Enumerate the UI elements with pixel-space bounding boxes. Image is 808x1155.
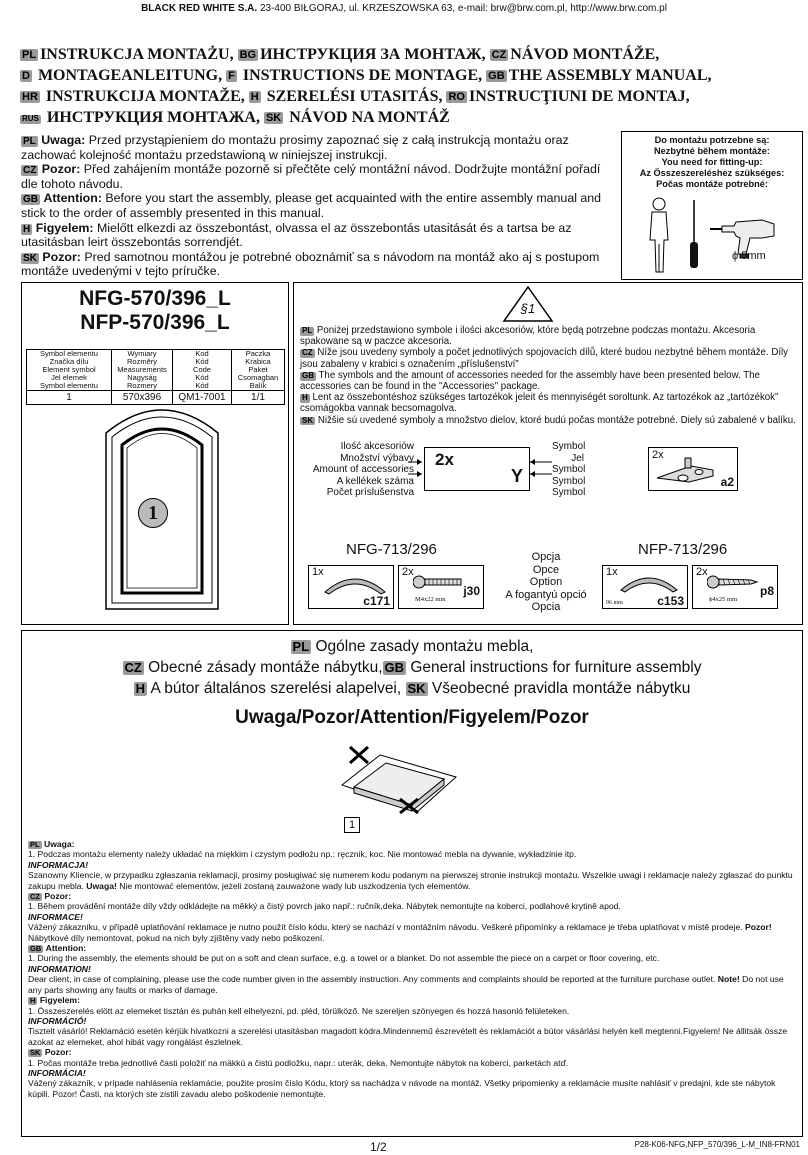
gen-line: 1. Podczas montażu elementy należy układać na miękkim i czystym podłożu np.: ręcznik, koc. Nie montować mebla na dywanie, wykładzinie itp. — [28, 849, 577, 860]
lang-tag: F — [228, 70, 235, 82]
gen-para — [28, 870, 798, 891]
gen-label: Attention: — [45, 943, 87, 954]
gen-para-text: Do not use any parts showing any faults or marks of damage. — [28, 974, 784, 995]
title-text: NÁVOD NA MONTÁŽ — [289, 109, 450, 126]
lang-tag: SK — [30, 1048, 41, 1058]
gen-para-text: Szanowny Kliencie, w przypadku zgłaszania reklamacji, prosimy posługiwać się numerem kodu podanym na pierwszej stronie instrukcji montażu. Wszelkie uwagi i reklamacje należy zgłaszać do punktu zakupu mebla. — [28, 870, 793, 891]
table-header-cell: Code — [193, 365, 211, 374]
gen-para — [28, 922, 798, 943]
lang-tag: GB — [30, 944, 42, 954]
lang-tag: H — [250, 91, 259, 103]
legend-symbol: Y — [510, 466, 523, 486]
table-header-cell: Kód — [195, 357, 209, 366]
lang-tag: BG — [239, 49, 257, 61]
drawer-on-blanket-illustration — [340, 741, 458, 817]
p8-size: ϕ4x25 mm — [709, 596, 738, 603]
tools-needed-box — [621, 131, 803, 280]
handle-icon — [323, 572, 387, 596]
lang-tag: H — [23, 223, 31, 235]
gen-line: 1. Összeszerelés elött az elemeket tisztán és puhán kell elhelyezni, pd. pléd, törülköző. Ne szereljen szönyegen és hozzá hasonló felületeken. — [28, 1005, 570, 1016]
table-header-cell: Kód — [195, 381, 209, 390]
nfg-title: NFG-713/296 — [346, 541, 437, 558]
table-cell: 1 — [27, 391, 112, 405]
acc-para — [300, 392, 796, 414]
title-text: INSTRUKCIJA MONTAŽE, — [45, 88, 245, 105]
legend-qty: 2x — [435, 450, 454, 469]
table-header-cell: Kod — [195, 349, 209, 358]
option-label: A fogantyú opció — [505, 588, 587, 601]
warning-h — [21, 221, 619, 250]
lang-tag: PL — [30, 840, 40, 849]
tools-line: Nezbytné během montáže: — [654, 146, 770, 156]
accessories-description — [300, 325, 796, 426]
accessory-c153 — [602, 565, 688, 609]
j30-size: M4x22 mm — [415, 596, 446, 603]
option-label: Opcja — [531, 551, 561, 563]
general-instructions-text — [28, 839, 798, 1099]
lang-tag: RO — [448, 91, 465, 103]
general-title-text: Obecné zásady montáže nábytku, — [143, 659, 383, 676]
gen-info-heading: INFORMÁCIÓ! — [28, 1015, 87, 1026]
product-name-nfg: NFG-570/396_L — [79, 287, 231, 310]
legend-label: Symbol — [552, 464, 586, 475]
j30-code: j30 — [463, 584, 480, 598]
table-header-cell: Rozměry — [126, 357, 157, 366]
legend-label: Symbol — [552, 475, 586, 487]
option-label: Option — [529, 576, 563, 588]
acc-para-text: Nižšie sú uvedené symboly a množstvo dielov, ktoré budú počas montáže potrebné. Diely sú zabalené v balíku. — [315, 414, 796, 426]
table-header-cell: Wymiary — [127, 349, 157, 358]
gen-note: Note! — [717, 974, 740, 985]
title-line-2 — [20, 65, 800, 86]
legend-label: Ilość akcesoriów — [340, 441, 414, 452]
warning-cz — [21, 162, 619, 191]
warning-gb — [21, 191, 619, 220]
lang-tag: GB — [23, 194, 38, 206]
gen-para-text: Nábytkové díly nemontovat, pokud na nich byly zjištěny vady nebo poškození. — [28, 932, 325, 943]
gen-info-heading: INFORMACJA! — [28, 859, 89, 870]
title-text: THE ASSEMBLY MANUAL, — [508, 67, 712, 84]
lang-tag: H — [30, 996, 36, 1006]
title-text: SZERELÉSI UTASITÁS, — [266, 88, 443, 105]
title-line-1 — [20, 44, 800, 65]
hinge-icon — [655, 456, 717, 486]
tools-text — [622, 135, 802, 190]
gen-note: Uwaga! — [86, 880, 117, 891]
title-line-3 — [20, 86, 800, 107]
table-header-cell: Paket — [248, 365, 268, 374]
c171-qty: 1x — [312, 566, 324, 578]
company-name: BLACK RED WHITE S.A. — [141, 3, 258, 14]
drill-size: ϕ 5mm — [732, 250, 766, 262]
accessory-a2 — [648, 447, 738, 491]
company-header — [0, 3, 808, 14]
legend-label: Množství výbavy — [340, 452, 414, 464]
table-header-cell: Paczka — [245, 349, 271, 358]
legend-left — [300, 441, 414, 499]
a2-code: a2 — [720, 475, 734, 489]
gen-note: Pozor! — [745, 922, 772, 933]
title-text: ИНСТРУКЦИЯ МОНТАЖА, — [46, 109, 260, 126]
warning-label: Figyelem: — [35, 220, 94, 235]
tools-line: Do montażu potrzebne są: — [654, 135, 770, 145]
title-line-4 — [20, 107, 800, 128]
gen-info-heading: INFORMATION! — [28, 963, 91, 974]
lang-tag: CZ — [491, 49, 507, 61]
c153-size: 96 mm — [606, 600, 623, 606]
warning-text: Pred samotnou montážou je potrebné oboznámiť sa s návodom na montáž ako aj s postupom montáže uvedenými v tejto príručke. — [21, 249, 600, 279]
gen-para-text: Nie montować elementów, jeżeli zostaną zauważone wady lub uszkodzenia tych elementów. — [116, 880, 471, 891]
tools-illustration — [622, 192, 802, 278]
lang-tag: HR — [22, 91, 38, 103]
product-name-nfp: NFP-570/396_L — [80, 311, 230, 334]
table-header-cell: Kód — [195, 373, 209, 382]
warning-label: Attention: — [43, 191, 102, 206]
c171-code: c171 — [363, 594, 390, 608]
lang-tag: H — [302, 393, 308, 403]
lang-tag: PL — [23, 136, 36, 147]
gen-line: 1. During the assembly, the elements should be put on a soft and clean surface, e.g. a towel or a blanket. Do not assemble the piece on a carpet or floor covering, etc. — [28, 953, 660, 964]
legend-right — [552, 441, 584, 499]
general-title-3 — [22, 679, 802, 698]
attention-heading: Uwaga/Pozor/Attention/Figyelem/Pozor — [235, 707, 589, 728]
product-box — [21, 282, 289, 625]
general-title-text: General instructions for furniture assembly — [406, 659, 702, 676]
warning-text: Before you start the assembly, please get acquainted with the entire assembly manual and stick to the order of assembly presented in this manual. — [21, 191, 602, 220]
lang-tag: CZ — [302, 348, 313, 358]
gen-para-text: Vážený zákazníku, v případě uplatňování reklamace je nutno použít číslo kódu, který se nachází v montážním návodu. Veškeré připomínky a reklamace je třeba uplatňovat v místě prodeje. — [28, 922, 746, 933]
lang-tag: SK — [23, 252, 37, 264]
warning-label: Pozor: — [41, 162, 81, 177]
legend-label: Počet príslušenstva — [326, 487, 414, 498]
lang-tag: PL — [22, 49, 37, 61]
gen-line: 1. Během provádění montáže díly vždy odkládejte na měkký a čistý povrch jako např.: ručník,deka. Nábytek nemontujte na koberci, podlahové krytině apod. — [28, 901, 621, 912]
warning-sk — [21, 250, 619, 279]
lang-tag: H — [135, 681, 145, 696]
person-icon — [650, 198, 668, 272]
gen-label: Pozor: — [44, 1047, 72, 1058]
lang-tag: PL — [292, 639, 310, 654]
table-header-cell: Csomagban — [237, 373, 279, 382]
handle-icon — [619, 572, 679, 594]
screwdriver-icon — [690, 200, 698, 268]
company-address: 23-400 BIŁGORAJ, ul. KRZESZOWSKA 63, e-mail: brw@brw.com.pl, http://www.brw.com.pl — [257, 3, 667, 14]
acc-para-text: Níže jsou uvedeny symboly a počet jednotlivých spojovacích dílů, které budou nezbytné během montáže. Díly jsou zabaleny v krabici s označením „příslušenství” — [300, 347, 789, 370]
nfp-title: NFP-713/296 — [638, 541, 728, 558]
title-text: INSTRUCŢIUNI DE MONTAJ, — [468, 88, 690, 105]
lang-tag: GB — [384, 660, 405, 675]
table-header-cell: Nagyság — [127, 373, 157, 382]
accessories-box — [293, 282, 803, 625]
lang-tag: PL — [302, 326, 313, 335]
piece-number-badge: 1 — [138, 498, 168, 528]
table-header-cell: Rozmery — [126, 381, 157, 390]
lang-tag: CZ — [23, 165, 37, 177]
warning-label: Uwaga: — [41, 133, 86, 147]
document-title — [20, 44, 800, 128]
option-labels — [494, 551, 598, 614]
table-cell: 570x396 — [112, 391, 173, 405]
general-title-text: A bútor általános szerelési alapelvei, — [147, 680, 402, 697]
gen-line: 1. Počas montáže treba jednotlivé časti položiť na mäkkú a čistú podložku, napr.: uterák, deka. Nemontujte nábytok na koberci, parketách atď. — [28, 1057, 569, 1068]
table-header-cell: Jel elemek — [51, 373, 87, 382]
gen-sk-heading — [28, 1047, 798, 1057]
lang-tag: GB — [488, 70, 505, 82]
gen-cz-heading — [28, 891, 798, 901]
acc-para — [300, 370, 796, 392]
option-label: Opcia — [531, 601, 561, 613]
option-label: Opce — [532, 563, 560, 576]
acc-para-text: Poniżej przedstawiono symbole i ilości akcesoriów, które będą potrzebne podczas montażu. Akcesoria spakowane są w paczce akcesoria. — [300, 325, 756, 348]
general-instructions-box — [21, 630, 803, 1137]
acc-para-text: Lent az összebontéshoz szükséges tartozékok jeleit és mennyiségét soroltunk. Az tartozékok az „tartózékok” csomágokba vannak becsomagolva. — [300, 392, 779, 415]
gen-pl-heading — [28, 839, 798, 849]
figure-number: 1 — [344, 817, 360, 833]
p8-qty: 2x — [696, 566, 708, 578]
gen-label: Pozor: — [44, 891, 72, 902]
accessory-c171 — [308, 565, 394, 609]
table-cell: QM1-7001 — [173, 391, 232, 405]
title-text: INSTRUKCJA MONTAŻU, — [40, 46, 234, 63]
accessory-j30 — [398, 565, 484, 609]
tools-line: Počas montáže potrebné: — [656, 179, 768, 189]
table-cell: 1/1 — [232, 391, 285, 405]
legend-label: A kellékek száma — [336, 475, 414, 487]
table-header-cell: Element symbol — [42, 365, 96, 374]
title-text: INSTRUCTIONS DE MONTAGE, — [242, 67, 483, 84]
lang-tag: SK — [407, 681, 426, 696]
warning-text: Przed przystąpieniem do montażu prosimy zapoznać się z całą instrukcją montażu oraz zachować kolejność montażu przedstawioną w niniejszej instrukcji. — [21, 133, 569, 162]
lang-tag: RUS — [22, 114, 39, 123]
bolt-icon — [413, 574, 463, 590]
a2-qty: 2x — [652, 449, 664, 461]
table-header-cell: Balík — [249, 381, 267, 390]
table-header-cell: Krabica — [245, 357, 271, 366]
legend-label: Jel — [571, 452, 584, 464]
screw-icon — [707, 574, 759, 590]
lang-tag: SK — [302, 415, 314, 425]
c153-code: c153 — [657, 594, 684, 608]
gen-gb-heading — [28, 943, 798, 953]
acc-para — [300, 325, 796, 347]
gen-info-heading: INFORMACE! — [28, 911, 83, 922]
legend-arrows — [408, 443, 552, 495]
title-text: MONTAGEANLEITUNG, — [37, 67, 223, 84]
table-header-cell: Measurements — [117, 365, 167, 374]
gen-label: Figyelem: — [39, 995, 80, 1006]
table-header-cell: Symbol elementu — [40, 381, 98, 390]
acc-para — [300, 347, 796, 369]
p8-code: p8 — [759, 584, 774, 598]
accessory-p8 — [692, 565, 778, 609]
lang-tag: GB — [302, 370, 314, 380]
warning-text: Mielőtt elkezdi az összebontást, olvassa el az összebontás utasitását és a tartsa be az utasitásban leirt összebontás sorrendjét. — [21, 220, 572, 250]
section-badge: §1 — [520, 301, 536, 316]
lang-tag: CZ — [30, 892, 40, 902]
gen-line: Vážený zákazník, v prípade nahlásenia reklamácie, použite prosím číslo Kódu, ktorý sa nachádza v návode na montáž. Všetky pripomienky a reklamácie musíte nahlásiť v predajni, kde ste nábytok kúpili. Pozor! Časti, na ktorých ste zistili zavadu alebo poškodenie nemontujte. — [28, 1078, 776, 1099]
legend-label: Symbol — [552, 441, 586, 452]
gen-line: Tisztelt vásárló! Reklamáció esetén kérjük hivatkozni a szerelési utasitásban magadott kódra.Mindennemű észrevételt és reklamációt a bútor vásárlási helyén kell megtenni.Figyelem! Ne állitsák össze azokat az elemeket, ahol hibát vagy rongálást észlelnek. — [28, 1026, 788, 1047]
gen-h-heading — [28, 995, 798, 1005]
table-header — [27, 350, 285, 391]
gen-info-heading: INFORMÁCIA! — [28, 1067, 86, 1078]
assembly-warnings — [21, 133, 619, 279]
general-title-text: Ogólne zasady montażu mebla, — [311, 638, 534, 655]
acc-para — [300, 415, 796, 426]
gen-label: Uwaga: — [43, 839, 75, 849]
general-title-text: Všeobecné pravidla montáže nábytku — [427, 680, 691, 697]
warning-label: Pozor: — [42, 249, 81, 264]
general-title-1 — [22, 637, 802, 656]
lang-tag: SK — [265, 112, 282, 124]
legend-label: Symbol — [552, 487, 586, 498]
warning-pl — [21, 133, 619, 162]
page-number: 1/2 — [370, 1140, 387, 1154]
lang-tag: CZ — [124, 660, 142, 675]
gen-para-text: Dear client, in case of complaining, please use the code number given in the assembly instruction. Any comments and complaints should be reported at the furniture purchase outlet. — [28, 974, 718, 985]
legend-label: Amount of accessories — [312, 464, 414, 475]
title-text: ИНСТРУКЦИЯ ЗА МОНТАЖ, — [260, 46, 486, 63]
acc-para-text: The symbols and the amount of accessories needed for the assembly have been presented below. The accessories can be found in the "Accessories" package. — [300, 369, 760, 393]
table-header-cell: Symbol elementu — [40, 349, 98, 358]
tools-line: Az Összeszereléshez szükséges: — [639, 168, 785, 178]
lang-tag: D — [22, 70, 30, 82]
tools-line: You need for fitting-up: — [661, 157, 763, 167]
title-text: NÁVOD MONTÁŽE, — [510, 46, 660, 63]
document-code: P28-K06-NFG,NFP_570/396_L-M_IN8-FRN01 — [634, 1140, 800, 1149]
c153-qty: 1x — [606, 566, 618, 578]
table-header-cell: Značka dílu — [49, 357, 89, 366]
j30-qty: 2x — [402, 566, 414, 578]
general-title-2 — [22, 658, 802, 677]
gen-para — [28, 974, 798, 995]
warning-text: Před zahájením montáže pozorně si přečtěte celý montážní návod. Dodržujte montážní pořadí dle tohoto návodu. — [21, 162, 601, 191]
